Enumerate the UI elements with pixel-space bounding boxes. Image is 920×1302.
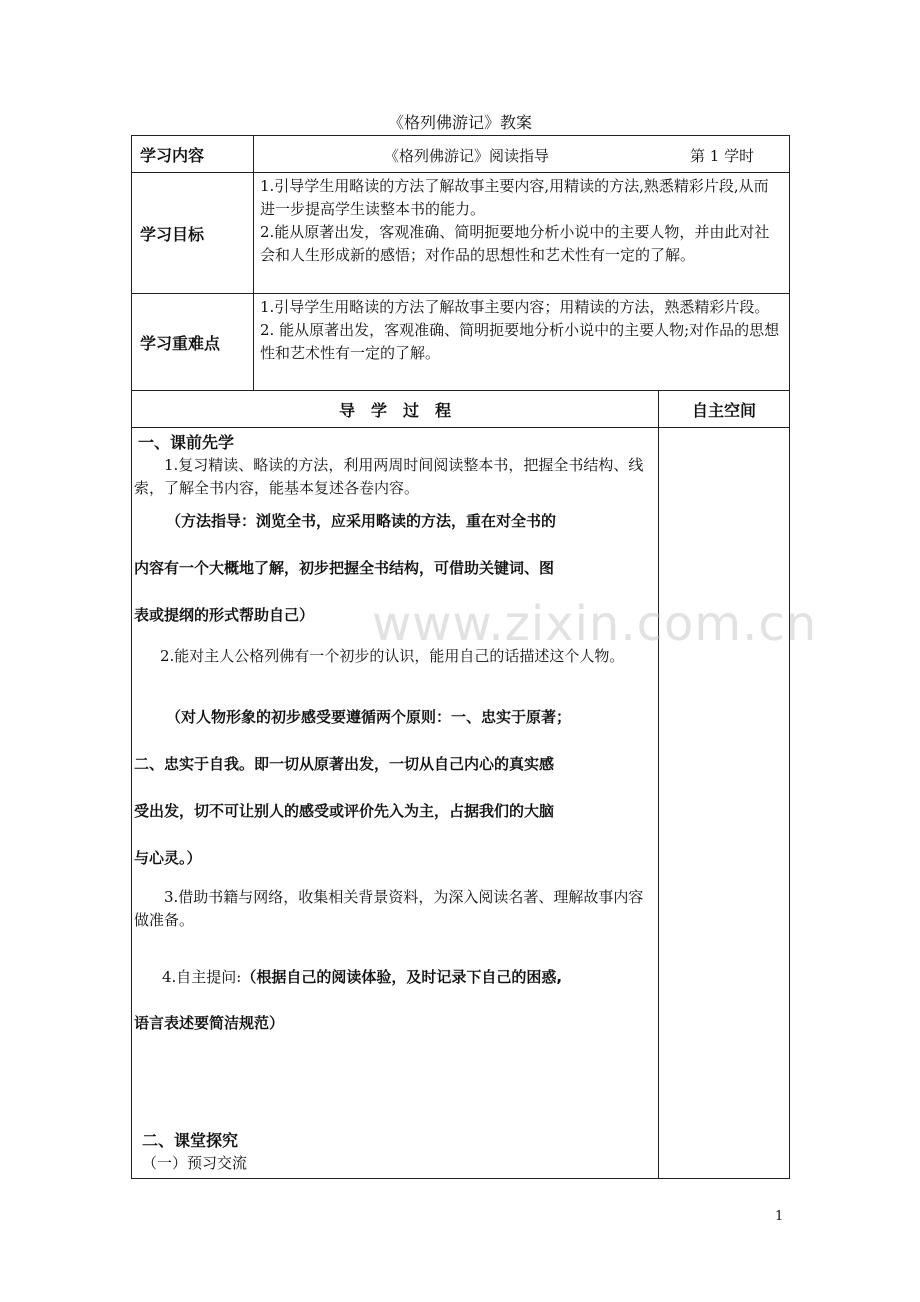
document-title: 《格列佛游记》教案 xyxy=(387,113,532,132)
item-4-prefix: 4.自主提问: xyxy=(162,968,242,986)
goal-1: 1.引导学生用略读的方法了解故事主要内容,用精读的方法,熟悉精彩片段,从而进一步提高学生读整本书的能力。 xyxy=(260,177,769,218)
row-learning-content xyxy=(132,136,790,173)
content-period: 第 1 学时 xyxy=(690,147,755,165)
key-point-1: 1.引导学生用略读的方法了解故事主要内容；用精读的方法，熟悉精彩片段。 xyxy=(260,298,770,316)
character-tip-line-2: 二、忠实于自我。即一切从原著出发，一切从自己内心的真实感 xyxy=(134,755,555,773)
process-body xyxy=(132,428,659,1179)
key-points-cell xyxy=(254,294,790,391)
pre-study-item-4 xyxy=(162,966,562,989)
method-tip-line-2: 内容有一个大概地了解，初步把握全书结构，可借助关键词、图 xyxy=(134,559,555,577)
learning-goals-cell xyxy=(254,173,790,294)
pre-study-item-1: 1.复习精读、略读的方法，利用两周时间阅读整本书，把握全书结构、线索，了解全书内容，能基本复述各卷内容。 xyxy=(134,456,644,497)
row-key-points xyxy=(132,294,790,391)
label-learning-content: 学习内容 xyxy=(132,136,254,173)
row-learning-goals xyxy=(132,173,790,294)
key-point-2: 2. 能从原著出发，客观准确、简明扼要地分析小说中的主要人物;对作品的思想性和艺术性有一定的了解。 xyxy=(260,321,780,362)
section-pre-study-title: 一、课前先学 xyxy=(138,433,235,452)
pre-study-item-2: 2.能对主人公格列佛有一个初步的认识，能用自己的话描述这个人物。 xyxy=(160,647,625,665)
method-tip-line-3: 表或提纲的形式帮助自己） xyxy=(134,606,315,624)
label-key-points: 学习重难点 xyxy=(132,294,254,391)
character-tip-line-4: 与心灵。） xyxy=(134,849,202,867)
learning-content-cell xyxy=(254,136,790,173)
process-header: 导 学 过 程 xyxy=(132,391,659,428)
self-space-cell xyxy=(659,428,790,1179)
character-tip-line-1: （对人物形象的初步感受要遵循两个原则：一、忠实于原著； xyxy=(166,708,572,726)
item-4-line-2: 语言表述要简洁规范） xyxy=(134,1014,285,1032)
watermark: www.zixin.com.cn xyxy=(372,596,818,652)
label-learning-goals: 学习目标 xyxy=(132,173,254,294)
content-title: 《格列佛游记》阅读指导 xyxy=(384,147,550,165)
character-tip-line-3: 受出发，切不可让别人的感受或评价先入为主，占据我们的大脑 xyxy=(134,802,555,820)
lesson-plan-table xyxy=(131,135,790,1179)
item-4-bold: （根据自己的阅读体验，及时记录下自己的困惑, xyxy=(241,968,563,986)
subsection-preview-exchange: （一）预习交流 xyxy=(142,1154,248,1172)
self-space-header: 自主空间 xyxy=(659,391,790,428)
row-process-body xyxy=(132,428,790,1179)
pre-study-item-3: 3.借助书籍与网络，收集相关背景资料，为深入阅读名著、理解故事内容做准备。 xyxy=(134,888,644,929)
method-tip-line-1: （方法指导：浏览全书，应采用略读的方法，重在对全书的 xyxy=(166,512,557,530)
page-number: 1 xyxy=(775,1209,784,1224)
row-process-header xyxy=(132,391,790,428)
section-classroom-title: 二、课堂探究 xyxy=(142,1131,239,1150)
goal-2: 2.能从原著出发，客观准确、简明扼要地分析小说中的主要人物，并由此对社会和人生形成新的感悟；对作品的思想性和艺术性有一定的了解。 xyxy=(260,223,770,264)
